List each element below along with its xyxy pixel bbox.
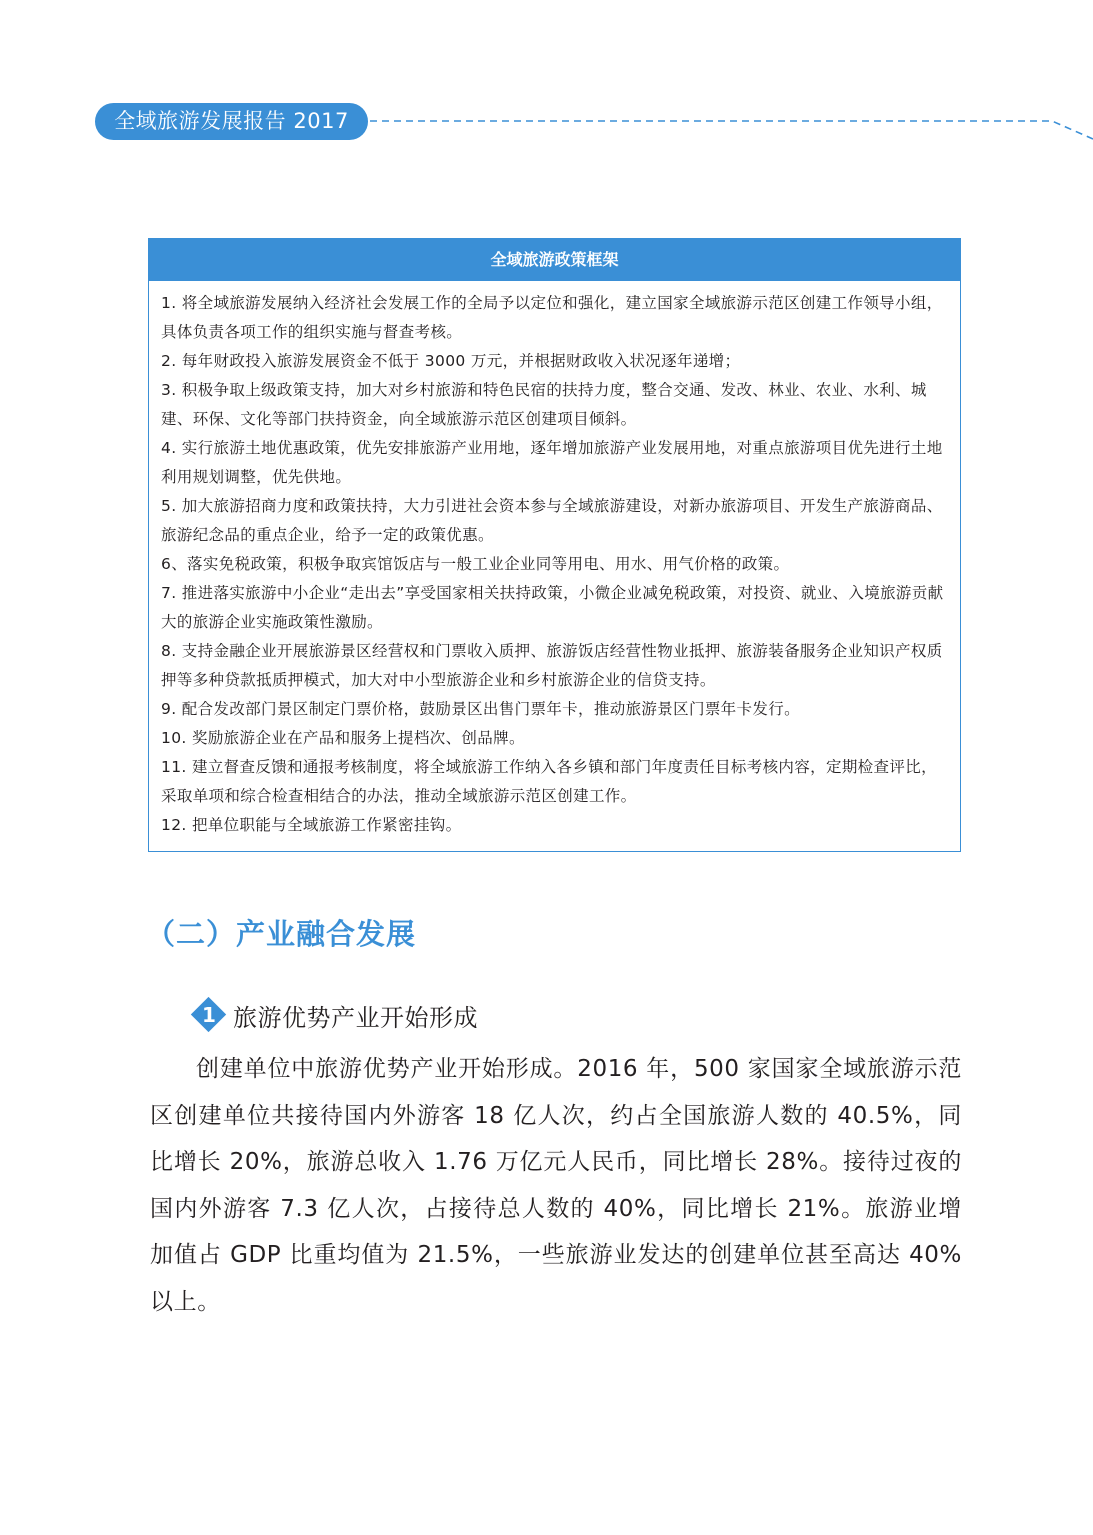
policy-item: 11. 建立督查反馈和通报考核制度，将全域旅游工作纳入各乡镇和部门年度责任目标考核内容，定期检查评比，采取单项和综合检查相结合的办法，推动全域旅游示范区创建工作。 [161, 758, 937, 805]
diamond-number-icon [191, 997, 227, 1033]
policy-item: 5. 加大旅游招商力度和政策扶持，大力引进社会资本参与全域旅游建设，对新办旅游项目、开发生产旅游商品、旅游纪念品的重点企业，给予一定的政策优惠。 [161, 497, 943, 544]
body-paragraph: 创建单位中旅游优势产业开始形成。2016 年，500 家国家全域旅游示范区创建单位共接待国内外游客 18 亿人次，约占全国旅游人数的 40.5%，同比增长 20%，旅游总收入 1.76 万亿元人民币，同比增长 28%。接待过夜的国内外游客 7.3 亿人次，占接待总人数的 40%，同比增长 21%。旅游业增加值占 GDP 比重均值为 21.5%，一些旅游业发达的创建单位甚至高达 40% 以上。 [150, 1056, 962, 1315]
policy-item: 12. 把单位职能与全域旅游工作紧密挂钩。 [161, 816, 462, 834]
report-title: 全域旅游发展报告 2017 [114, 109, 349, 133]
policy-item: 7. 推进落实旅游中小企业“走出去”享受国家相关扶持政策，小微企业减免税政策，对投资、就业、入境旅游贡献大的旅游企业实施政策性激励。 [161, 584, 944, 631]
report-title-badge [95, 103, 368, 140]
subsection-number: 1 [202, 1003, 216, 1027]
policy-item: 1. 将全域旅游发展纳入经济社会发展工作的全局予以定位和强化，建立国家全域旅游示范区创建工作领导小组，具体负责各项工作的组织实施与督查考核。 [161, 294, 943, 341]
section-heading: （二）产业融合发展 [146, 917, 417, 951]
policy-item: 3. 积极争取上级政策支持，加大对乡村旅游和特色民宿的扶持力度，整合交通、发改、林业、农业、水利、城建、环保、文化等部门扶持资金，向全域旅游示范区创建项目倾斜。 [161, 381, 927, 428]
policy-item: 9. 配合发改部门景区制定门票价格，鼓励景区出售门票年卡，推动旅游景区门票年卡发行。 [161, 700, 800, 718]
policy-item: 4. 实行旅游土地优惠政策，优先安排旅游产业用地，逐年增加旅游产业发展用地，对重点旅游项目优先进行土地利用规划调整，优先供地。 [161, 439, 943, 486]
subsection-title: 旅游优势产业开始形成 [233, 1003, 478, 1032]
policy-framework-box [148, 238, 961, 852]
policy-item: 2. 每年财政投入旅游发展资金不低于 3000 万元，并根据财政收入状况逐年递增； [161, 352, 741, 370]
policy-item: 10. 奖励旅游企业在产品和服务上提档次、创品牌。 [161, 729, 525, 747]
policy-box-title: 全域旅游政策框架 [149, 239, 960, 281]
policy-item: 6、落实免税政策，积极争取宾馆饭店与一般工业企业同等用电、用水、用气价格的政策。 [161, 555, 790, 573]
policy-list [149, 281, 960, 840]
policy-item: 8. 支持金融企业开展旅游景区经营权和门票收入质押、旅游饭店经营性物业抵押、旅游装备服务企业知识产权质押等多种贷款抵质押模式，加大对中小型旅游企业和乡村旅游企业的信贷支持。 [161, 642, 943, 689]
subsection-heading [191, 996, 478, 1034]
